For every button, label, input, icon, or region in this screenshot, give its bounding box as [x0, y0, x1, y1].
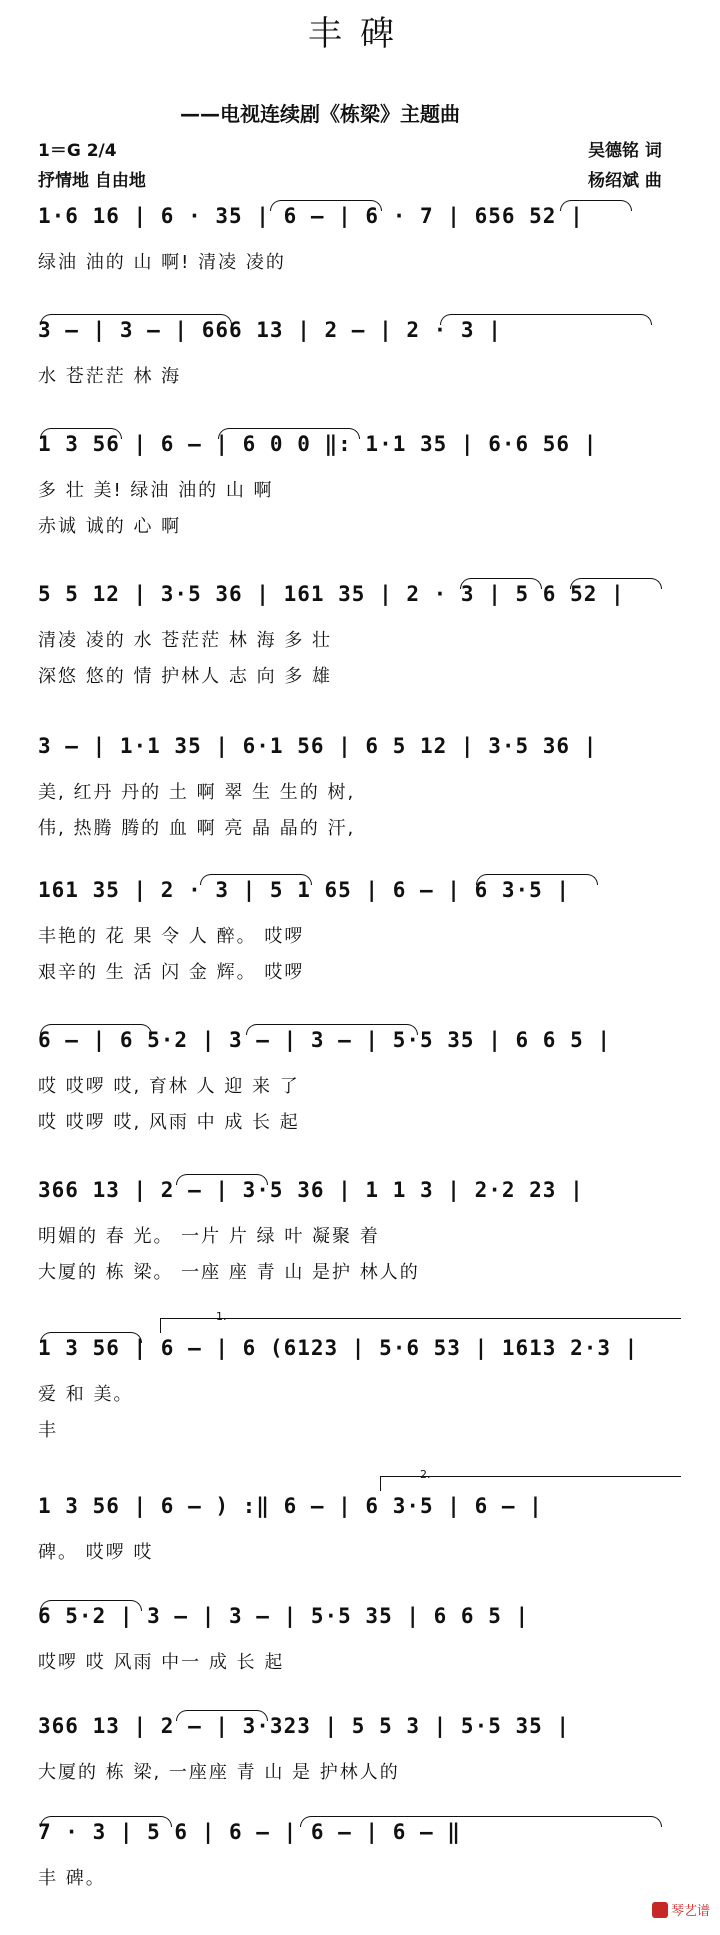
- composer-credit: 杨绍斌 曲: [588, 171, 662, 191]
- lyric-line-2: 伟, 热腾 腾的 血 啊 亮 晶 晶的 汗,: [38, 818, 356, 839]
- volta-2-label: 2.: [420, 1468, 431, 1481]
- lyricist-credit: 吴德铭 词: [588, 141, 662, 161]
- lyric-line-1: 丰 碑。: [38, 1868, 106, 1889]
- lyric-line-2: 哎 哎啰 哎, 风雨 中 成 长 起: [38, 1112, 300, 1133]
- notation-line: 3 — | 3 — | 666 13 | 2 — | 2 · 3 |: [38, 318, 502, 342]
- notation-line: 366 13 | 2 — | 3·5 36 | 1 1 3 | 2·2 23 |: [38, 1178, 584, 1202]
- lyric-line-2: 丰: [38, 1420, 58, 1441]
- lyric-line-1: 大厦的 栋 梁, 一座座 青 山 是 护林人的: [38, 1762, 400, 1783]
- notation-line: 1 3 56 | 6 — ) :‖ 6 — | 6 3·5 | 6 — |: [38, 1494, 543, 1518]
- lyric-line-2: 艰辛的 生 活 闪 金 辉。 哎啰: [38, 962, 305, 983]
- lyric-line-1: 美, 红丹 丹的 土 啊 翠 生 生的 树,: [38, 782, 356, 803]
- lyric-line-2: 深悠 悠的 情 护林人 志 向 多 雄: [38, 666, 333, 687]
- notation-line: 7 · 3 | 5 6 | 6 — | 6 — | 6 — ‖: [38, 1820, 461, 1844]
- lyric-line-1: 多 壮 美! 绿油 油的 山 啊: [38, 480, 274, 501]
- notation-line: 5 5 12 | 3·5 36 | 161 35 | 2 · 3 | 5 6 52 |: [38, 582, 625, 606]
- notation-line: 161 35 | 2 · 3 | 5 1 65 | 6 — | 6 3·5 |: [38, 878, 571, 902]
- key-signature: 1＝G 2/4: [38, 141, 117, 161]
- notation-line: 1 3 56 | 6 — | 6 (6123 | 5·6 53 | 1613 2·3 |: [38, 1336, 639, 1360]
- lyric-line-1: 明媚的 春 光。 一片 片 绿 叶 凝聚 着: [38, 1226, 380, 1247]
- lyric-line-2: 赤诚 诚的 心 啊: [38, 516, 182, 537]
- notation-line: 6 — | 6 5·2 | 3 — | 3 — | 5·5 35 | 6 6 5 |: [38, 1028, 612, 1052]
- watermark-text: 琴艺谱: [671, 1904, 711, 1919]
- volta-1-label: 1.: [216, 1310, 227, 1323]
- music-logo-icon: [652, 1902, 668, 1918]
- lyric-line-1: 碑。 哎啰 哎: [38, 1542, 154, 1563]
- lyric-line-1: 哎啰 哎 风雨 中一 成 长 起: [38, 1652, 285, 1673]
- lyric-line-1: 爱 和 美。: [38, 1384, 134, 1405]
- tempo-marking: 抒情地 自由地: [38, 171, 146, 191]
- lyric-line-2: 大厦的 栋 梁。 一座 座 青 山 是护 林人的: [38, 1262, 420, 1283]
- lyric-line-1: 清凌 凌的 水 苍茫茫 林 海 多 壮: [38, 630, 333, 651]
- lyric-line-1: 哎 哎啰 哎, 育林 人 迎 来 了: [38, 1076, 300, 1097]
- song-subtitle: ——电视连续剧《栋梁》主题曲: [180, 102, 460, 126]
- notation-line: 1 3 56 | 6 — | 6 0 0 ‖: 1·1 35 | 6·6 56 |: [38, 432, 598, 456]
- lyric-line-1: 绿油 油的 山 啊! 清凌 凌的: [38, 252, 286, 273]
- lyric-line-1: 水 苍茫茫 林 海: [38, 366, 182, 387]
- notation-line: 366 13 | 2 — | 3·323 | 5 5 3 | 5·5 35 |: [38, 1714, 571, 1738]
- site-watermark: [652, 1899, 711, 1921]
- notation-line: 1·6 16 | 6 · 35 | 6 — | 6 · 7 | 656 52 |: [38, 204, 584, 228]
- lyric-line-1: 丰艳的 花 果 令 人 醉。 哎啰: [38, 926, 305, 947]
- notation-line: 3 — | 1·1 35 | 6·1 56 | 6 5 12 | 3·5 36 |: [38, 734, 598, 758]
- notation-line: 6 5·2 | 3 — | 3 — | 5·5 35 | 6 6 5 |: [38, 1604, 530, 1628]
- song-title: 丰碑: [308, 14, 412, 54]
